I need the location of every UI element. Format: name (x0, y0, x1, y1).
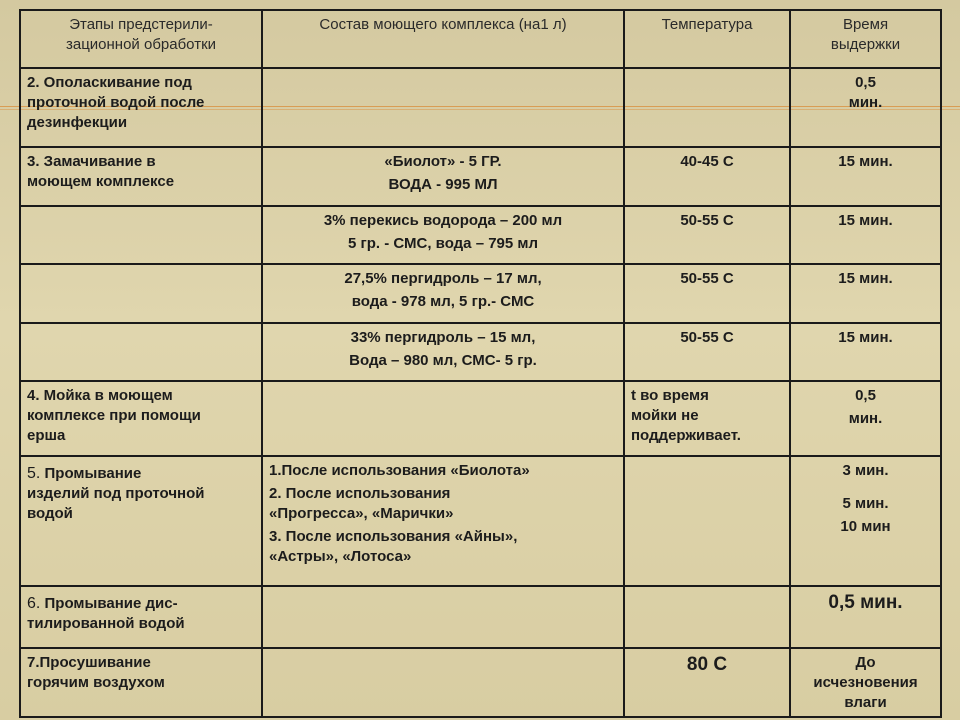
stage-text: горячим воздухом (27, 674, 165, 691)
composition-cell (262, 586, 624, 648)
stage-text: моющем комплексе (27, 173, 175, 190)
temperature-cell (624, 456, 790, 586)
temperature-cell: 50-55 С (624, 323, 790, 381)
composition-cell (262, 323, 624, 381)
time-cell: 15 мин. (790, 264, 941, 323)
time-text: 3 мин. (842, 462, 889, 479)
stage-cell (20, 147, 262, 206)
stage-text: 3. Замачивание в (27, 153, 156, 170)
stage-cell (20, 68, 262, 147)
stage-text: ерша (27, 427, 66, 444)
header-stage (20, 10, 262, 68)
time-text: 5 мин. (842, 495, 889, 512)
time-cell (790, 456, 941, 586)
stage-text: проточной водой после (27, 94, 205, 111)
header-time-line: Время (842, 16, 889, 33)
time-cell: 15 мин. (790, 206, 941, 264)
stage-text: тилированной водой (27, 615, 185, 632)
time-text: 0,5 (855, 387, 876, 404)
header-temperature: Температура (624, 10, 790, 68)
stage-text: 4. Мойка в моющем (27, 387, 173, 404)
table-row (20, 323, 941, 381)
stage-text: водой (27, 505, 73, 522)
composition-cell (262, 206, 624, 264)
composition-text: «Прогресса», «Марички» (269, 505, 454, 522)
stage-cell (20, 381, 262, 456)
time-text: исчезновения (813, 674, 918, 691)
stage-text (27, 461, 255, 484)
composition-text: 33% пергидроль – 15 мл, (350, 329, 536, 346)
composition-text: 2. После использования (269, 485, 451, 502)
composition-text: «Астры», «Лотоса» (269, 548, 412, 565)
header-composition: Состав моющего комплекса (на1 л) (262, 10, 624, 68)
table-row (20, 381, 941, 456)
time-text: 10 мин (840, 518, 891, 535)
composition-text: ВОДА - 995 МЛ (388, 176, 498, 193)
temperature-cell (624, 68, 790, 147)
composition-text: 27,5% пергидроль – 17 мл, (344, 270, 542, 287)
time-cell: 15 мин. (790, 323, 941, 381)
time-cell (790, 381, 941, 456)
composition-text: 1.После использования «Биолота» (269, 462, 530, 479)
table-row (20, 264, 941, 323)
composition-cell (262, 456, 624, 586)
header-stage-line: зационной обработки (65, 36, 217, 53)
time-cell: 0,5 мин. (790, 586, 941, 648)
table-row (20, 456, 941, 586)
time-text: влаги (844, 694, 887, 711)
stage-label: Промывание дис- (44, 595, 178, 612)
sterilization-table (19, 9, 942, 718)
temperature-cell (624, 586, 790, 648)
stage-text: изделий под проточной (27, 485, 205, 502)
stage-cell (20, 456, 262, 586)
temperature-cell: 50-55 С (624, 264, 790, 323)
composition-text: Вода – 980 мл, СМС- 5 гр. (349, 352, 537, 369)
table-row (20, 206, 941, 264)
time-cell (790, 68, 941, 147)
stage-text (27, 591, 255, 614)
table-row (20, 586, 941, 648)
composition-cell (262, 68, 624, 147)
composition-text: «Биолот» - 5 ГР. (384, 153, 502, 170)
temperature-text: поддерживает. (631, 427, 741, 444)
stage-cell (20, 586, 262, 648)
time-cell (790, 648, 941, 717)
header-time (790, 10, 941, 68)
stage-text: дезинфекции (27, 114, 128, 131)
header-stage-line: Этапы предстерили- (69, 16, 213, 33)
composition-text: 5 гр. - СМС, вода – 795 мл (347, 235, 539, 252)
temperature-cell: 50-55 С (624, 206, 790, 264)
stage-cell (20, 264, 262, 323)
stage-text: 7.Просушивание (27, 654, 151, 671)
composition-text: вода - 978 мл, 5 гр.- СМС (351, 293, 535, 310)
stage-text: комплексе при помощи (27, 407, 201, 424)
composition-cell (262, 264, 624, 323)
time-text: 0,5 (855, 74, 876, 91)
table-row (20, 147, 941, 206)
stage-cell (20, 323, 262, 381)
stage-text: 2. Ополаскивание под (27, 74, 192, 91)
temperature-text: t во время (631, 387, 709, 404)
time-cell: 15 мин. (790, 147, 941, 206)
table-header-row (20, 10, 941, 68)
header-time-line: выдержки (830, 36, 901, 53)
temperature-cell (624, 381, 790, 456)
stage-label: Промывание (44, 465, 142, 482)
table-row (20, 648, 941, 717)
composition-text: 3. После использования «Айны», (269, 528, 518, 545)
composition-cell (262, 147, 624, 206)
temperature-cell: 40-45 С (624, 147, 790, 206)
time-text: мин. (848, 410, 883, 427)
composition-cell (262, 381, 624, 456)
stage-cell (20, 206, 262, 264)
time-text: До (855, 654, 876, 671)
stage-number: 6. (27, 595, 41, 612)
composition-cell (262, 648, 624, 717)
composition-text: 3% перекись водорода – 200 мл (323, 212, 563, 229)
temperature-cell: 80 С (624, 648, 790, 717)
table-row (20, 68, 941, 147)
stage-number: 5. (27, 465, 41, 482)
stage-cell (20, 648, 262, 717)
time-text: мин. (848, 94, 883, 111)
temperature-text: мойки не (631, 407, 699, 424)
